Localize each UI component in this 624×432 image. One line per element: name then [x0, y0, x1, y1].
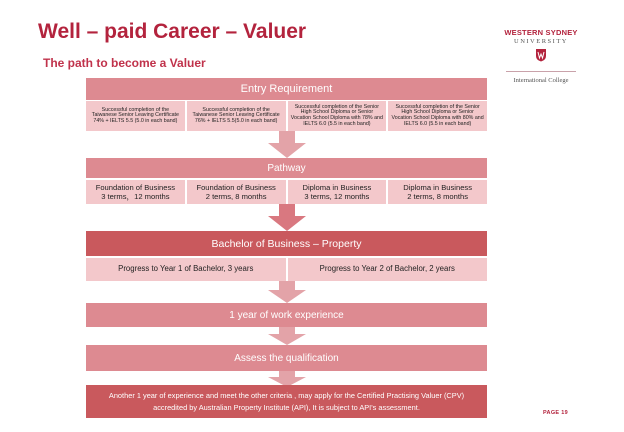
- entry-requirement-cell: Successful completion of the Taiwanese Senior Leaving Certificate 74% + IELTS 5.5 (5.0 in each band): [86, 101, 185, 131]
- down-arrow-icon: [268, 204, 306, 231]
- down-arrow-icon: [268, 281, 306, 303]
- entry-requirement-cell: Successful completion of the Senior High School Diploma or Senior Vocation School Diploma with 78% and IELTS 6.0 (5.5 in each band): [288, 101, 387, 131]
- certification-note: Another 1 year of experience and meet the other criteria , may apply for the Certified Practising Valuer (CPV) accredited by Australian Property Institute (API), It is subject to API's assessment.: [86, 385, 487, 418]
- pathway-header: Pathway: [86, 158, 487, 178]
- pathway-program: Foundation of Business: [196, 182, 276, 192]
- pathway-program: Diploma in Business: [302, 182, 372, 192]
- bachelor-progress-cell: Progress to Year 1 of Bachelor, 3 years: [86, 258, 286, 281]
- pathway-cell: [187, 180, 286, 204]
- pathway-row: [86, 180, 487, 204]
- pathway-cell: [86, 180, 185, 204]
- pathway-duration: 3 terms, 12 months: [304, 192, 370, 201]
- work-experience-step: 1 year of work experience: [86, 303, 487, 327]
- pathway-cell: [288, 180, 387, 204]
- logo-line-2: UNIVERSITY: [514, 38, 568, 45]
- logo-divider: [506, 71, 576, 72]
- entry-requirement-header: Entry Requirement: [86, 78, 487, 100]
- entry-requirement-row: [86, 101, 487, 131]
- entry-requirement-cell: Successful completion of the Senior High School Diploma or Senior Vocation School Diploma with 80% and IELTS 6.0 (5.5 in each band): [388, 101, 487, 131]
- page-number: PAGE 19: [543, 410, 568, 416]
- pathway-duration: 3 terms，12 months: [101, 192, 170, 201]
- pathway-duration: 2 terms, 8 months: [205, 192, 267, 201]
- pathway-program: Foundation of Business: [95, 182, 176, 192]
- entry-requirement-cell: Successful completion of the Taiwanese Senior Leaving Certificate 76% + IELTS 5.5(5.0 in each band): [187, 101, 286, 131]
- bachelor-progress-cell: Progress to Year 2 of Bachelor, 2 years: [288, 258, 488, 281]
- down-arrow-icon: [268, 327, 306, 345]
- logo-line-3: International College: [513, 77, 569, 84]
- pathway-program: Diploma in Business: [403, 182, 473, 192]
- bachelor-header: Bachelor of Business – Property: [86, 231, 487, 256]
- shield-icon: [535, 48, 547, 62]
- down-arrow-icon: [268, 131, 306, 158]
- page-subtitle: The path to become a Valuer: [43, 56, 206, 70]
- assess-qualification-step: Assess the qualification: [86, 345, 487, 371]
- university-logo: [500, 28, 582, 84]
- logo-line-1: WESTERN SYDNEY: [504, 28, 578, 37]
- bachelor-progress-row: [86, 258, 487, 281]
- page-title: Well – paid Career – Valuer: [38, 20, 307, 43]
- pathway-cell: [388, 180, 487, 204]
- pathway-duration: 2 terms, 8 months: [407, 192, 468, 201]
